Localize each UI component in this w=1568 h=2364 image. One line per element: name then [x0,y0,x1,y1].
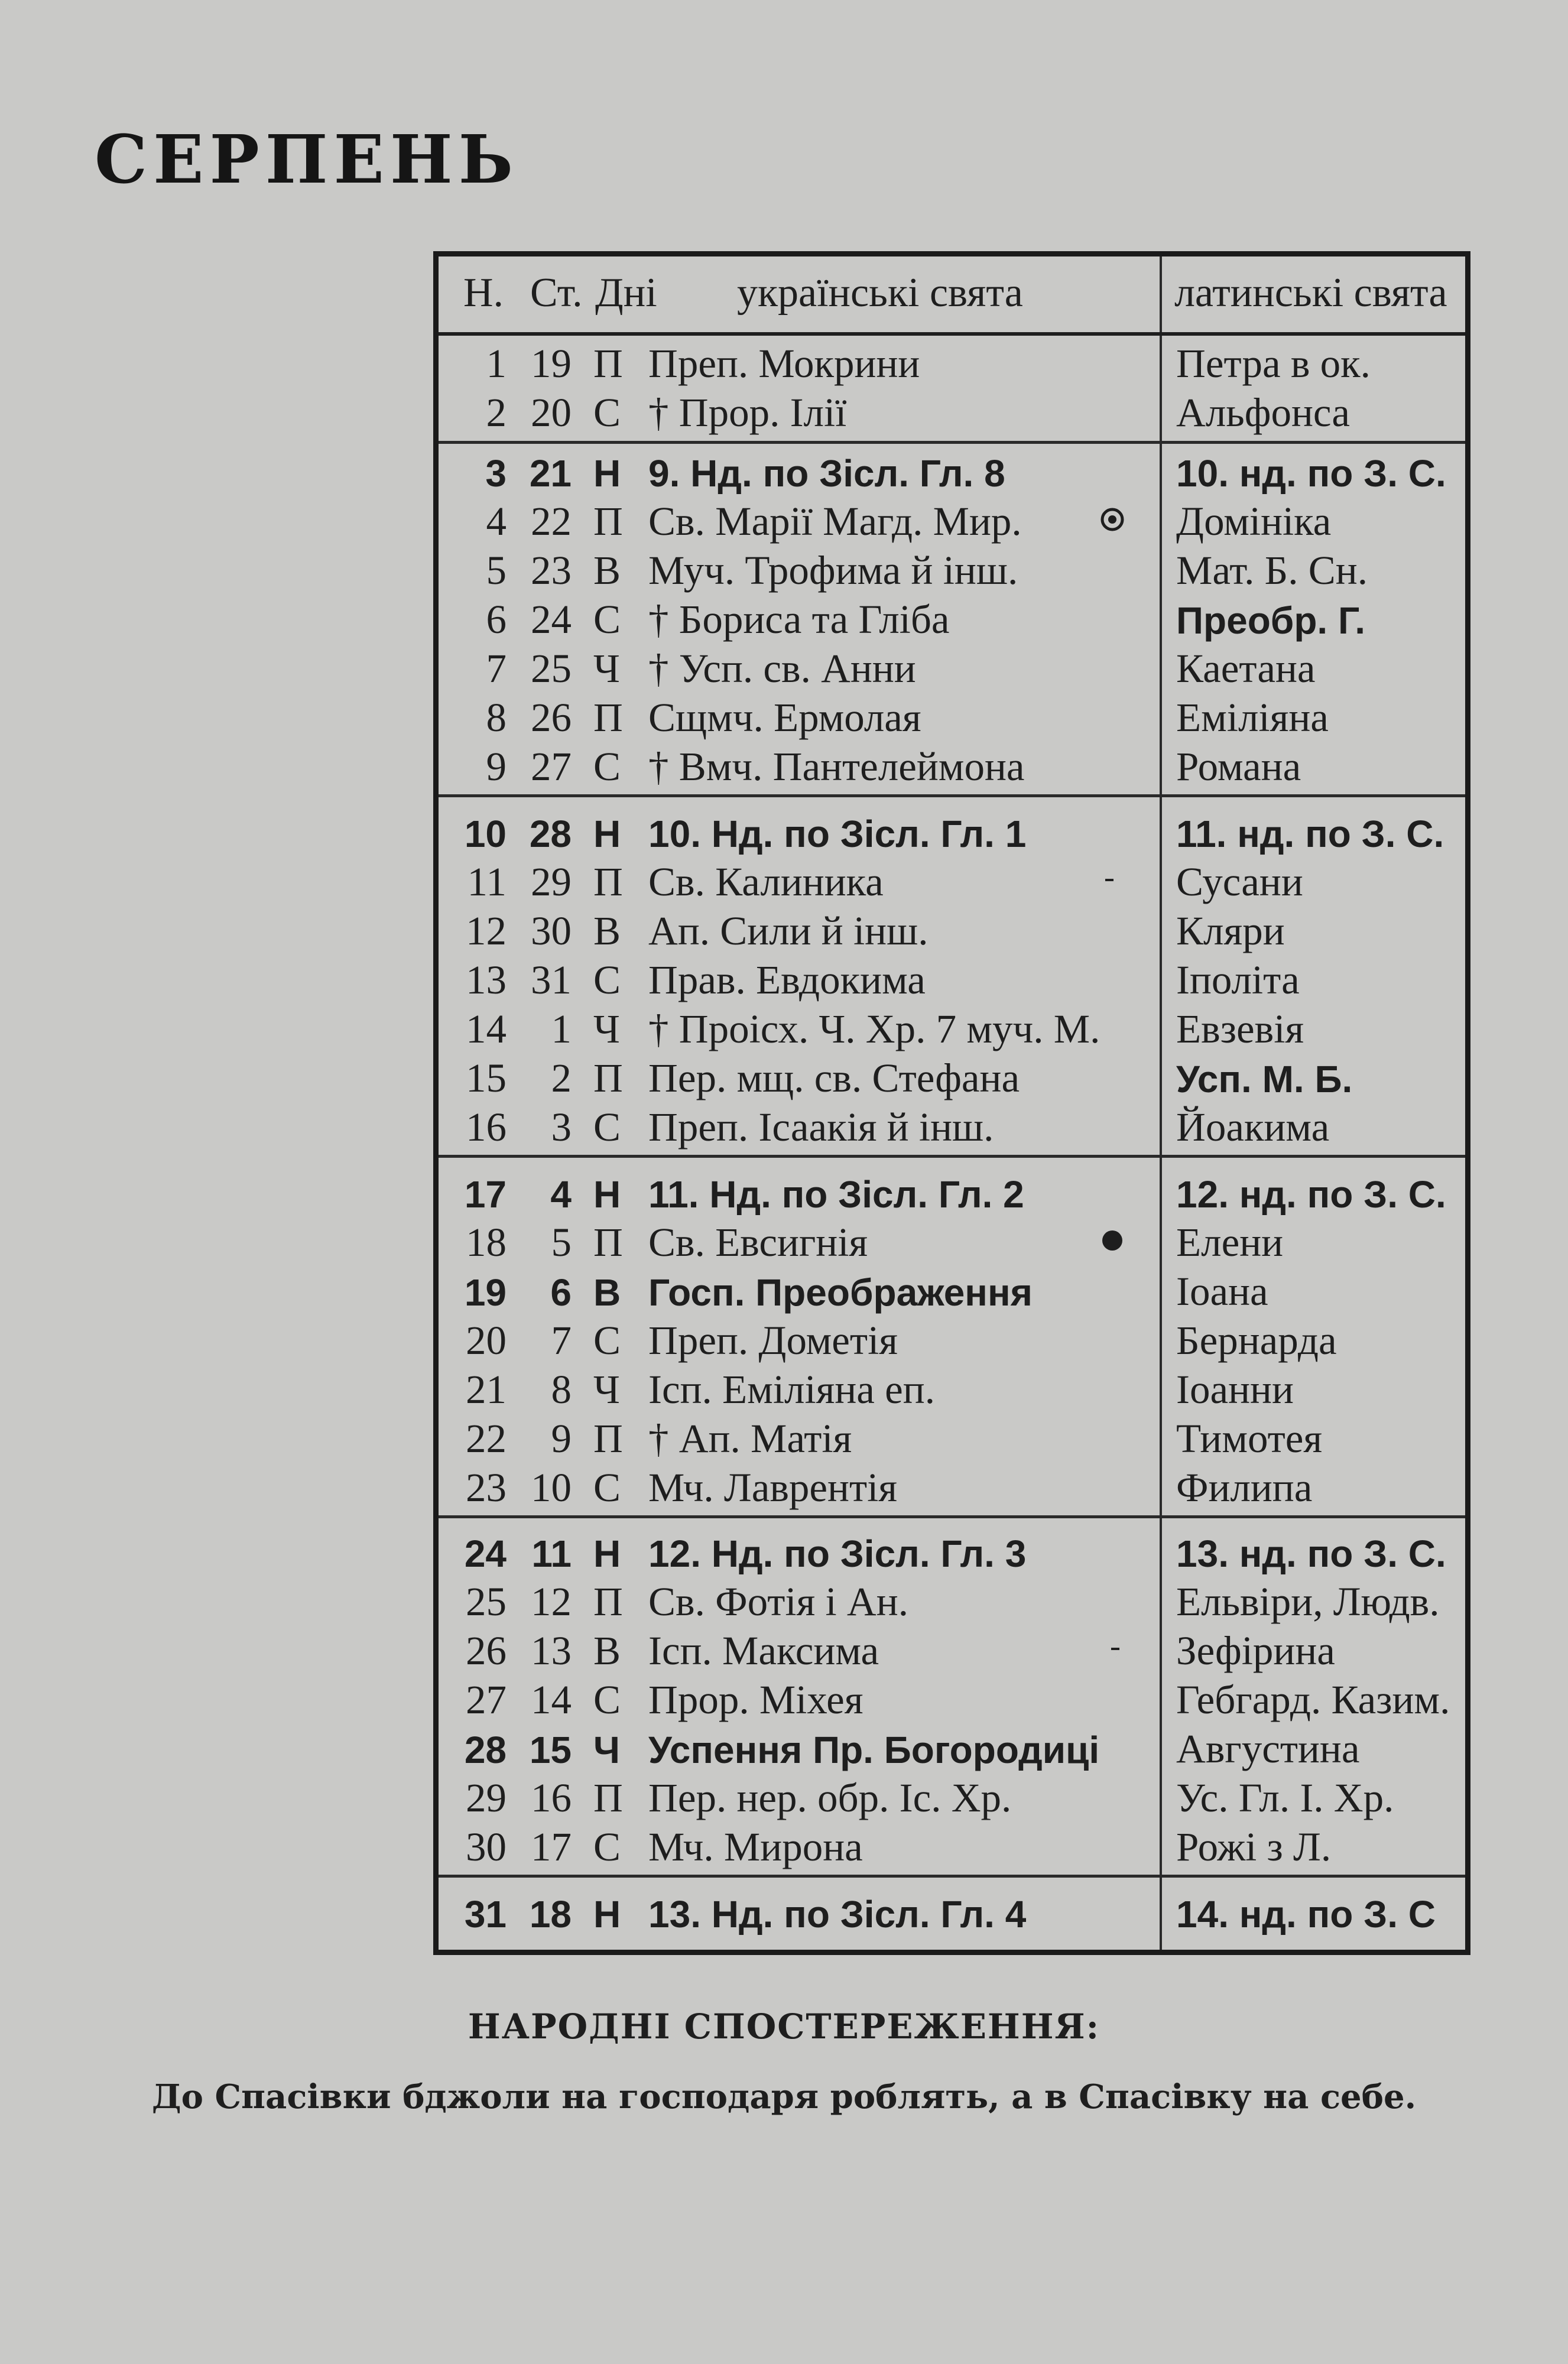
latin-feast: Гебгард. Казим. [1176,1677,1450,1722]
old-date: 4 [550,1173,572,1216]
day-row [439,1413,1465,1462]
weekday: С [593,1824,621,1869]
ukrainian-feast: † Ап. Матія [648,1416,852,1461]
old-date: 13 [531,1628,572,1673]
ukrainian-feast: Преп. Ісаакія й інш. [648,1105,994,1149]
new-date: 29 [466,1775,507,1820]
weekday: В [593,548,621,593]
ukrainian-feast: Госп. Преображення [648,1271,1033,1314]
ukrainian-feast: Прор. Міхея [648,1677,863,1722]
folk-observation-text: До Спасівки бджоли на господаря роблять, а в Спасівку на себе. [151,2077,1417,2116]
latin-feast: Усп. М. Б. [1176,1058,1353,1100]
weekday: П [593,695,623,740]
ukrainian-feast: Пер. мщ. св. Стефана [648,1056,1020,1100]
ukrainian-feast: Icп. Максима [648,1628,879,1673]
day-row [439,338,1465,387]
day-row [439,1674,1465,1723]
day-row [439,545,1465,594]
old-date: 27 [531,744,572,789]
day-row [439,1888,1465,1937]
old-date: 3 [551,1105,572,1149]
old-date: 18 [529,1893,572,1936]
day-row [439,1266,1465,1315]
ukrainian-feast: 9. Нд. по Зісл. Гл. 8 [648,452,1005,495]
weekday: С [593,1105,621,1149]
day-row [439,1217,1465,1266]
weekday: П [593,341,623,386]
old-date: 30 [531,908,572,953]
new-date: 19 [464,1271,507,1314]
calendar-table [433,251,1470,1955]
old-date: 24 [531,597,572,642]
new-date: 23 [466,1465,507,1510]
old-date: 11 [531,1532,572,1575]
weekday: С [593,1465,621,1510]
old-date: 23 [531,548,572,593]
new-date: 30 [466,1824,507,1869]
old-date: 10 [531,1465,572,1510]
last-quarter-moon-icon [1100,868,1124,892]
ukrainian-feast: Пер. нер. обр. Іс. Хр. [648,1775,1012,1820]
latin-feast: 13. нд. по З. С. [1176,1532,1446,1575]
header-ukrainian-feasts: українські свята [737,270,1023,316]
weekday: В [593,908,621,953]
latin-feast: Альфонса [1176,390,1350,435]
folk-observations-title: НАРОДНІ СПОСТЕРЕЖЕННЯ: [468,2006,1100,2047]
day-row [439,905,1465,954]
latin-feast: Каетана [1176,646,1316,691]
weekday: Н [593,813,621,855]
old-date: 21 [529,452,572,495]
new-date: 2 [486,390,507,435]
old-date: 22 [531,499,572,544]
day-row [439,1576,1465,1625]
week-block [439,1168,1465,1518]
latin-feast: Мат. Б. Сн. [1176,548,1368,593]
new-date: 27 [466,1677,507,1722]
ukrainian-feast: 13. Нд. по Зісл. Гл. 4 [648,1893,1027,1936]
day-row [439,387,1465,436]
ukrainian-feast: Мч. Мирона [648,1824,863,1869]
day-row [439,954,1465,1004]
weekday: Н [593,1173,621,1216]
new-date: 21 [466,1367,507,1412]
old-date: 1 [551,1006,572,1051]
new-date: 28 [464,1729,507,1771]
latin-feast: Петра в ок. [1176,341,1371,386]
new-date: 20 [466,1318,507,1363]
ukrainian-feast: 12. Нд. по Зісл. Гл. 3 [648,1532,1027,1575]
header-latin-feasts: латинські свята [1174,270,1447,316]
weekday: Ч [593,1006,620,1051]
new-date: 24 [464,1532,507,1575]
new-date: 4 [486,499,507,544]
latin-feast: Рожі з Л. [1176,1824,1332,1869]
latin-feast: Филипа [1176,1465,1313,1510]
weekday: В [593,1271,621,1314]
full-moon-icon [1100,508,1124,531]
ukrainian-feast: Успення Пр. Богородиці [648,1729,1100,1771]
ukrainian-feast: Прав. Евдокима [648,957,926,1002]
day-row [439,1168,1465,1217]
ukrainian-feast: Icп. Еміліяна еп. [648,1367,935,1412]
ukrainian-feast: † Прор. Ілії [648,390,847,435]
new-date: 18 [466,1220,507,1265]
new-date: 16 [466,1105,507,1149]
ukrainian-feast: † Вмч. Пантелеймона [648,744,1025,789]
latin-feast: Тимотея [1176,1416,1323,1461]
weekday: П [593,1775,623,1820]
weekday: С [593,1677,621,1722]
latin-feast: Августина [1176,1726,1360,1771]
weekday: Н [593,452,621,495]
weekday: С [593,597,621,642]
latin-feast: Бернарда [1176,1318,1337,1363]
new-date: 13 [466,957,507,1002]
table-header [439,256,1465,336]
ukrainian-feast: Ап. Сили й інш. [648,908,929,953]
day-row [439,594,1465,643]
old-date: 29 [531,859,572,904]
new-date: 1 [486,341,507,386]
weekday: П [593,1056,623,1100]
ukrainian-feast: Сщмч. Ермолая [648,695,921,740]
new-date: 25 [466,1579,507,1624]
week-block [439,1527,1465,1878]
old-date: 16 [531,1775,572,1820]
day-row [439,643,1465,692]
latin-feast: Іоанни [1176,1367,1294,1412]
weekday: Н [593,1893,621,1936]
day-row [439,1772,1465,1821]
day-row [439,447,1465,496]
old-date: 2 [551,1056,572,1100]
latin-feast: Ельвіри, Людв. [1176,1579,1440,1624]
old-date: 7 [551,1318,572,1363]
new-date: 7 [486,646,507,691]
day-row [439,1821,1465,1871]
latin-feast: Ус. Гл. І. Хр. [1176,1775,1394,1820]
new-date: 6 [486,597,507,642]
latin-feast: Іоана [1176,1269,1268,1314]
new-date: 5 [486,548,507,593]
weekday: Н [593,1532,621,1575]
latin-feast: Домініка [1176,499,1332,544]
header-days: Дні [595,270,657,316]
ukrainian-feast: Св. Калиника [648,859,884,904]
day-row [439,1004,1465,1053]
new-date: 11 [467,859,507,904]
ukrainian-feast: Св. Фотія і Ан. [648,1579,908,1624]
day-row [439,1315,1465,1364]
day-row [439,1102,1465,1151]
ukrainian-feast: Св. Евсигнія [648,1220,868,1265]
weekday: Ч [593,1729,620,1771]
weekday: П [593,499,623,544]
new-date: 9 [486,744,507,789]
weekday: П [593,1579,623,1624]
new-date: 15 [466,1056,507,1100]
week-block [439,447,1465,797]
week-block [439,338,1465,444]
day-row [439,1462,1465,1511]
day-row [439,741,1465,790]
weekday: С [593,1318,621,1363]
ukrainian-feast: Преп. Дометія [648,1318,898,1363]
latin-feast: Іполіта [1176,957,1300,1002]
page-title: СЕРПЕНЬ [95,121,520,199]
header-old-style: Ст. [530,270,583,316]
latin-feast: 11. нд. по З. С. [1176,813,1444,855]
new-date: 22 [466,1416,507,1461]
latin-feast: Евзевія [1176,1006,1304,1051]
old-date: 8 [551,1367,572,1412]
old-date: 15 [529,1729,572,1771]
day-row [439,1053,1465,1102]
latin-feast: Романа [1176,744,1301,789]
ukrainian-feast: Св. Марії Магд. Мир. [648,499,1022,544]
new-date: 31 [464,1893,507,1936]
new-moon-icon [1100,1229,1124,1252]
weekday: П [593,859,623,904]
latin-feast: Еміліяна [1176,695,1329,740]
latin-feast: 10. нд. по З. С. [1176,452,1446,495]
latin-feast: Кляри [1176,908,1285,953]
old-date: 28 [529,813,572,855]
old-date: 14 [531,1677,572,1722]
first-quarter-moon-icon [1100,1637,1124,1661]
weekday: П [593,1220,623,1265]
weekday: Ч [593,1367,620,1412]
weekday: Ч [593,646,620,691]
ukrainian-feast: † Проісх. Ч. Хр. 7 муч. М. [648,1006,1100,1051]
latin-feast: Зефірина [1176,1628,1335,1673]
day-row [439,1723,1465,1772]
day-row [439,1625,1465,1674]
day-row [439,1527,1465,1576]
new-date: 10 [464,813,507,855]
weekday: С [593,957,621,1002]
old-date: 26 [531,695,572,740]
ukrainian-feast: Преп. Мокрини [648,341,920,386]
latin-feast: Йоакима [1176,1105,1330,1149]
day-row [439,496,1465,545]
ukrainian-feast: † Усп. св. Анни [648,646,916,691]
old-date: 20 [531,390,572,435]
day-row [439,856,1465,905]
old-date: 9 [551,1416,572,1461]
weekday: С [593,744,621,789]
day-row [439,692,1465,741]
weekday: П [593,1416,623,1461]
latin-feast: Сусани [1176,859,1303,904]
weekday: В [593,1628,621,1673]
ukrainian-feast: † Бориса та Гліба [648,597,950,642]
week-block [439,1888,1465,1947]
weekday: С [593,390,621,435]
week-block [439,807,1465,1158]
old-date: 25 [531,646,572,691]
new-date: 12 [466,908,507,953]
ukrainian-feast: 11. Нд. по Зісл. Гл. 2 [648,1173,1024,1216]
old-date: 19 [531,341,572,386]
new-date: 8 [486,695,507,740]
old-date: 17 [531,1824,572,1869]
old-date: 6 [550,1271,572,1314]
old-date: 12 [531,1579,572,1624]
new-date: 3 [485,452,507,495]
day-row [439,1364,1465,1413]
latin-feast: 12. нд. по З. С. [1176,1173,1446,1216]
latin-feast: 14. нд. по З. С [1176,1893,1436,1936]
new-date: 14 [466,1006,507,1051]
latin-feast: Елени [1176,1220,1284,1265]
header-new-style: Н. [463,270,504,316]
ukrainian-feast: Мч. Лаврентія [648,1465,898,1510]
old-date: 5 [551,1220,572,1265]
old-date: 31 [531,957,572,1002]
day-row [439,807,1465,856]
new-date: 26 [466,1628,507,1673]
latin-feast: Преобр. Г. [1176,599,1366,642]
ukrainian-feast: Муч. Трофима й інш. [648,548,1018,593]
new-date: 17 [464,1173,507,1216]
ukrainian-feast: 10. Нд. по Зісл. Гл. 1 [648,813,1027,855]
